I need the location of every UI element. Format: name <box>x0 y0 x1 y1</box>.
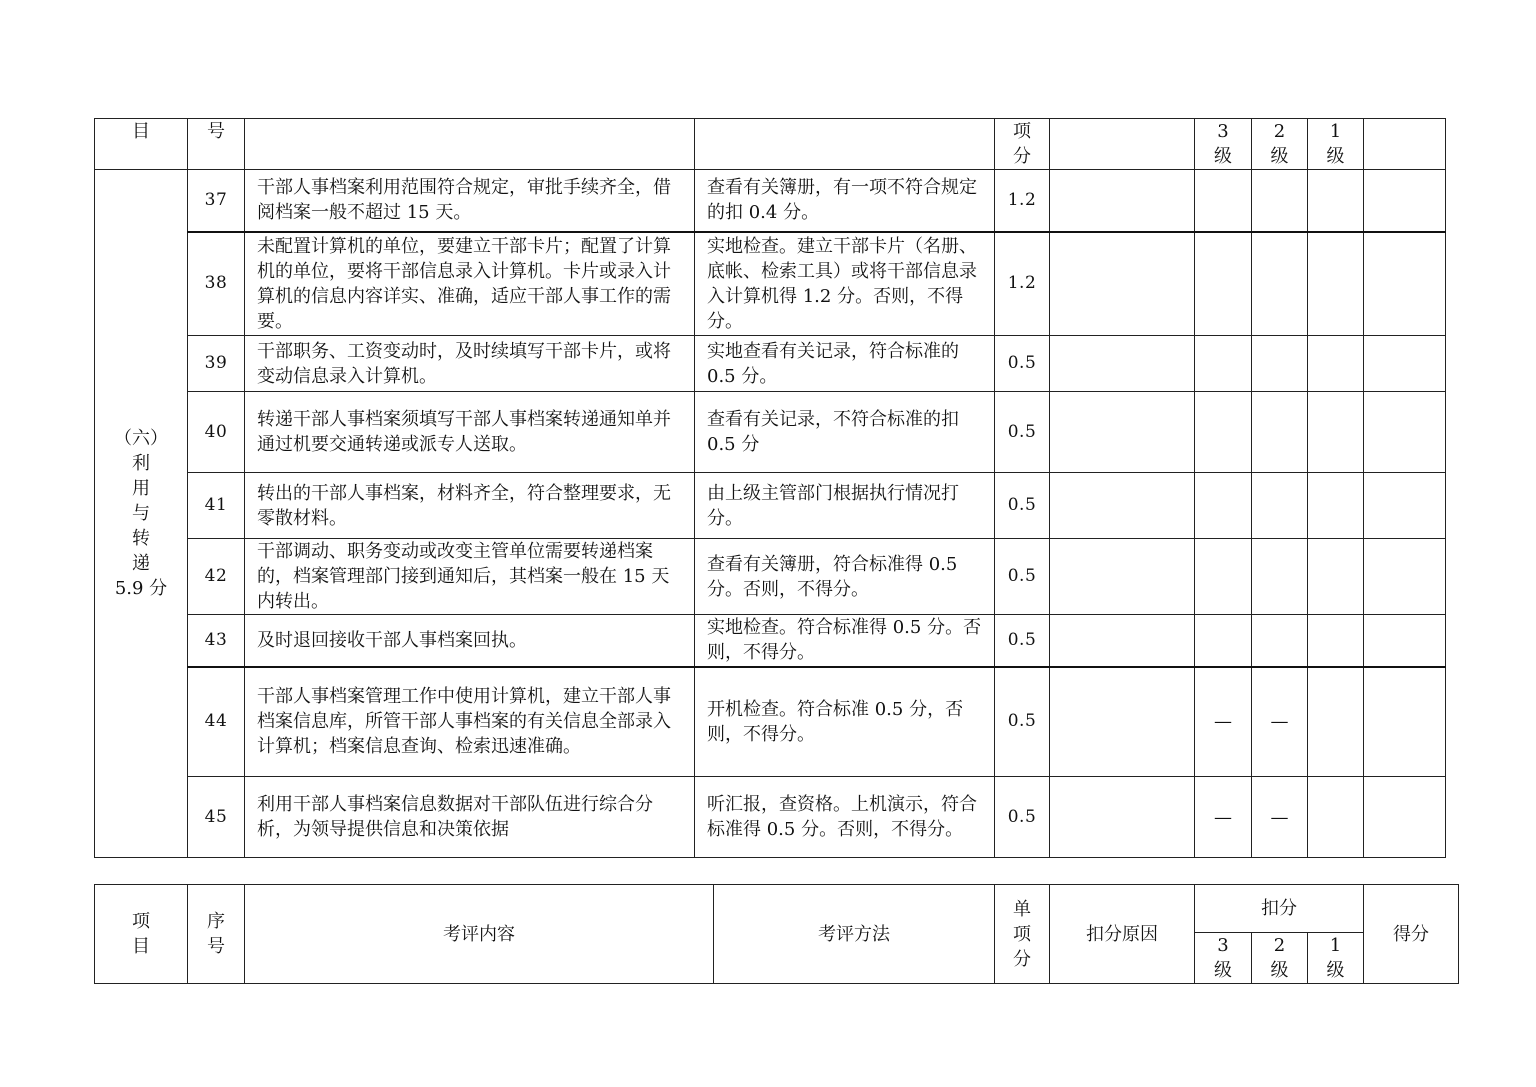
method-cell: 听汇报，查资格。上机演示，符合标准得 0.5 分。否则，不得分。 <box>695 777 995 858</box>
header-level3 <box>1195 933 1252 984</box>
level2-cell <box>1252 392 1308 473</box>
header-single-score-fragment <box>995 119 1050 170</box>
method-cell: 实地查看有关记录，符合标准的 0.5 分。 <box>695 336 995 392</box>
header-single-line1: 单 <box>1013 898 1031 920</box>
header-reason-fragment <box>1050 119 1195 170</box>
level1-cell <box>1308 232 1364 336</box>
header-project-line1: 项 <box>132 911 150 932</box>
category-line: 用 <box>132 478 150 499</box>
seq-cell: 38 <box>188 232 245 336</box>
table-row <box>95 170 1446 232</box>
level2-cell <box>1252 170 1308 232</box>
header-reason: 扣分原因 <box>1050 885 1195 984</box>
level3-cell <box>1195 615 1252 667</box>
category-utilization-transfer <box>95 170 188 858</box>
header-row <box>95 885 1459 933</box>
header-single-score <box>995 885 1050 984</box>
seq-cell: 42 <box>188 539 245 615</box>
header-project <box>95 885 188 984</box>
seq-cell: 39 <box>188 336 245 392</box>
content-cell: 转出的干部人事档案，材料齐全，符合整理要求，无零散材料。 <box>245 473 695 539</box>
reason-cell <box>1050 667 1195 777</box>
level3-cell <box>1195 473 1252 539</box>
total-cell <box>1364 539 1446 615</box>
level3-cell <box>1195 336 1252 392</box>
table-row <box>95 473 1446 539</box>
level1-unit: 级 <box>1326 960 1345 981</box>
total-cell <box>1364 392 1446 473</box>
header-level1 <box>1308 933 1364 984</box>
header-seq <box>188 885 245 984</box>
total-cell <box>1364 232 1446 336</box>
content-cell: 干部人事档案利用范围符合规定，审批手续齐全，借阅档案一般不超过 15 天。 <box>245 170 695 232</box>
header-deduct: 扣分 <box>1195 885 1364 933</box>
header-content: 考评内容 <box>245 885 714 984</box>
table-row <box>95 392 1446 473</box>
score-cell: 1.2 <box>995 170 1050 232</box>
seq-cell: 41 <box>188 473 245 539</box>
table-row <box>95 336 1446 392</box>
level3-unit: 级 <box>1214 960 1232 981</box>
category-line: 与 <box>132 503 150 524</box>
level3-cell <box>1195 392 1252 473</box>
level1-cell <box>1308 539 1364 615</box>
level1-cell <box>1308 473 1364 539</box>
content-cell: 干部调动、职务变动或改变主管单位需要转递档案的，档案管理部门接到通知后，其档案一般在 15 天内转出。 <box>245 539 695 615</box>
header-level2 <box>1252 119 1308 170</box>
level2-cell <box>1252 232 1308 336</box>
level2-cell <box>1252 336 1308 392</box>
score-cell: 0.5 <box>995 473 1050 539</box>
total-cell <box>1364 615 1446 667</box>
content-cell: 及时退回接收干部人事档案回执。 <box>245 615 695 667</box>
content-cell: 未配置计算机的单位，要建立干部卡片；配置了计算机的单位，要将干部信息录入计算机。卡片或录入计算机的信息内容详实、准确，适应干部人事工作的需要。 <box>245 232 695 336</box>
header-level2 <box>1252 933 1308 984</box>
reason-cell <box>1050 170 1195 232</box>
header-seq-line2: 号 <box>207 936 225 957</box>
level1-cell <box>1308 615 1364 667</box>
method-cell: 由上级主管部门根据执行情况打分。 <box>695 473 995 539</box>
level2-num: 2 <box>1273 935 1286 956</box>
level3-cell <box>1195 539 1252 615</box>
table-row <box>95 539 1446 615</box>
header-method: 考评方法 <box>714 885 995 984</box>
category-score: 5.9 分 <box>114 578 168 599</box>
category-line: （六） <box>114 428 168 449</box>
reason-cell <box>1050 232 1195 336</box>
category-line: 转 <box>132 528 150 549</box>
seq-cell: 44 <box>188 667 245 777</box>
score-cell: 0.5 <box>995 539 1050 615</box>
header-fragment-row <box>95 119 1446 170</box>
seq-cell: 45 <box>188 777 245 858</box>
level1-cell <box>1308 777 1364 858</box>
reason-cell <box>1050 777 1195 858</box>
evaluation-table-header <box>94 884 1459 984</box>
level2-num: 2 <box>1273 121 1286 142</box>
level1-unit: 级 <box>1326 146 1345 167</box>
category-line: 递 <box>132 553 150 574</box>
method-cell: 开机检查。符合标准 0.5 分，否则，不得分。 <box>695 667 995 777</box>
header-single-line3: 分 <box>1013 948 1031 970</box>
header-total-fragment <box>1364 119 1446 170</box>
header-single-line2: 项 <box>1013 923 1031 945</box>
level2-unit: 级 <box>1270 146 1289 167</box>
table-row <box>95 232 1446 336</box>
method-cell: 查看有关簿册，符合标准得 0.5 分。否则，不得分。 <box>695 539 995 615</box>
reason-cell <box>1050 336 1195 392</box>
level3-num: 3 <box>1217 935 1229 956</box>
header-level1 <box>1308 119 1364 170</box>
seq-cell: 43 <box>188 615 245 667</box>
seq-cell: 40 <box>188 392 245 473</box>
method-cell: 查看有关簿册，有一项不符合规定的扣 0.4 分。 <box>695 170 995 232</box>
header-project-fragment: 目 <box>95 119 188 170</box>
score-cell: 0.5 <box>995 336 1050 392</box>
level2-cell <box>1252 615 1308 667</box>
table-row <box>95 777 1446 858</box>
method-cell: 实地检查。建立干部卡片（名册、底帐、检索工具）或将干部信息录入计算机得 1.2 分。否则，不得分。 <box>695 232 995 336</box>
seq-cell: 37 <box>188 170 245 232</box>
header-total: 得分 <box>1364 885 1459 984</box>
header-seq-fragment: 号 <box>188 119 245 170</box>
level1-cell <box>1308 667 1364 777</box>
level2-unit: 级 <box>1270 960 1289 981</box>
level3-cell <box>1195 170 1252 232</box>
header-project-line2: 目 <box>132 936 150 957</box>
header-single-line1: 项 <box>1013 121 1031 142</box>
level3-cell: — <box>1195 777 1252 858</box>
total-cell <box>1364 170 1446 232</box>
method-cell: 查看有关记录，不符合标准的扣 0.5 分 <box>695 392 995 473</box>
score-cell: 0.5 <box>995 667 1050 777</box>
level3-cell <box>1195 232 1252 336</box>
content-cell: 转递干部人事档案须填写干部人事档案转递通知单并通过机要交通转递或派专人送取。 <box>245 392 695 473</box>
score-cell: 0.5 <box>995 777 1050 858</box>
reason-cell <box>1050 473 1195 539</box>
total-cell <box>1364 777 1446 858</box>
table-row <box>95 667 1446 777</box>
score-cell: 1.2 <box>995 232 1050 336</box>
level2-cell <box>1252 473 1308 539</box>
level3-cell: — <box>1195 667 1252 777</box>
level2-cell: — <box>1252 667 1308 777</box>
reason-cell <box>1050 615 1195 667</box>
level1-num: 1 <box>1329 935 1342 956</box>
level3-unit: 级 <box>1214 146 1232 167</box>
level1-cell <box>1308 336 1364 392</box>
level1-cell <box>1308 392 1364 473</box>
table-row <box>95 615 1446 667</box>
level1-num: 1 <box>1329 121 1342 142</box>
evaluation-table-top <box>94 118 1446 858</box>
level2-cell: — <box>1252 777 1308 858</box>
total-cell <box>1364 473 1446 539</box>
level3-num: 3 <box>1217 121 1229 142</box>
score-cell: 0.5 <box>995 392 1050 473</box>
header-seq-line1: 序 <box>207 911 225 932</box>
header-content-fragment <box>245 119 695 170</box>
category-line: 利 <box>132 453 150 474</box>
reason-cell <box>1050 539 1195 615</box>
level2-cell <box>1252 539 1308 615</box>
header-single-line2: 分 <box>1013 146 1031 167</box>
level1-cell <box>1308 170 1364 232</box>
content-cell: 干部人事档案管理工作中使用计算机，建立干部人事档案信息库，所管干部人事档案的有关信息全部录入计算机；档案信息查询、检索迅速准确。 <box>245 667 695 777</box>
header-level3 <box>1195 119 1252 170</box>
header-method-fragment <box>695 119 995 170</box>
reason-cell <box>1050 392 1195 473</box>
method-cell: 实地检查。符合标准得 0.5 分。否则，不得分。 <box>695 615 995 667</box>
total-cell <box>1364 336 1446 392</box>
total-cell <box>1364 667 1446 777</box>
score-cell: 0.5 <box>995 615 1050 667</box>
content-cell: 干部职务、工资变动时，及时续填写干部卡片，或将变动信息录入计算机。 <box>245 336 695 392</box>
content-cell: 利用干部人事档案信息数据对干部队伍进行综合分析，为领导提供信息和决策依据 <box>245 777 695 858</box>
